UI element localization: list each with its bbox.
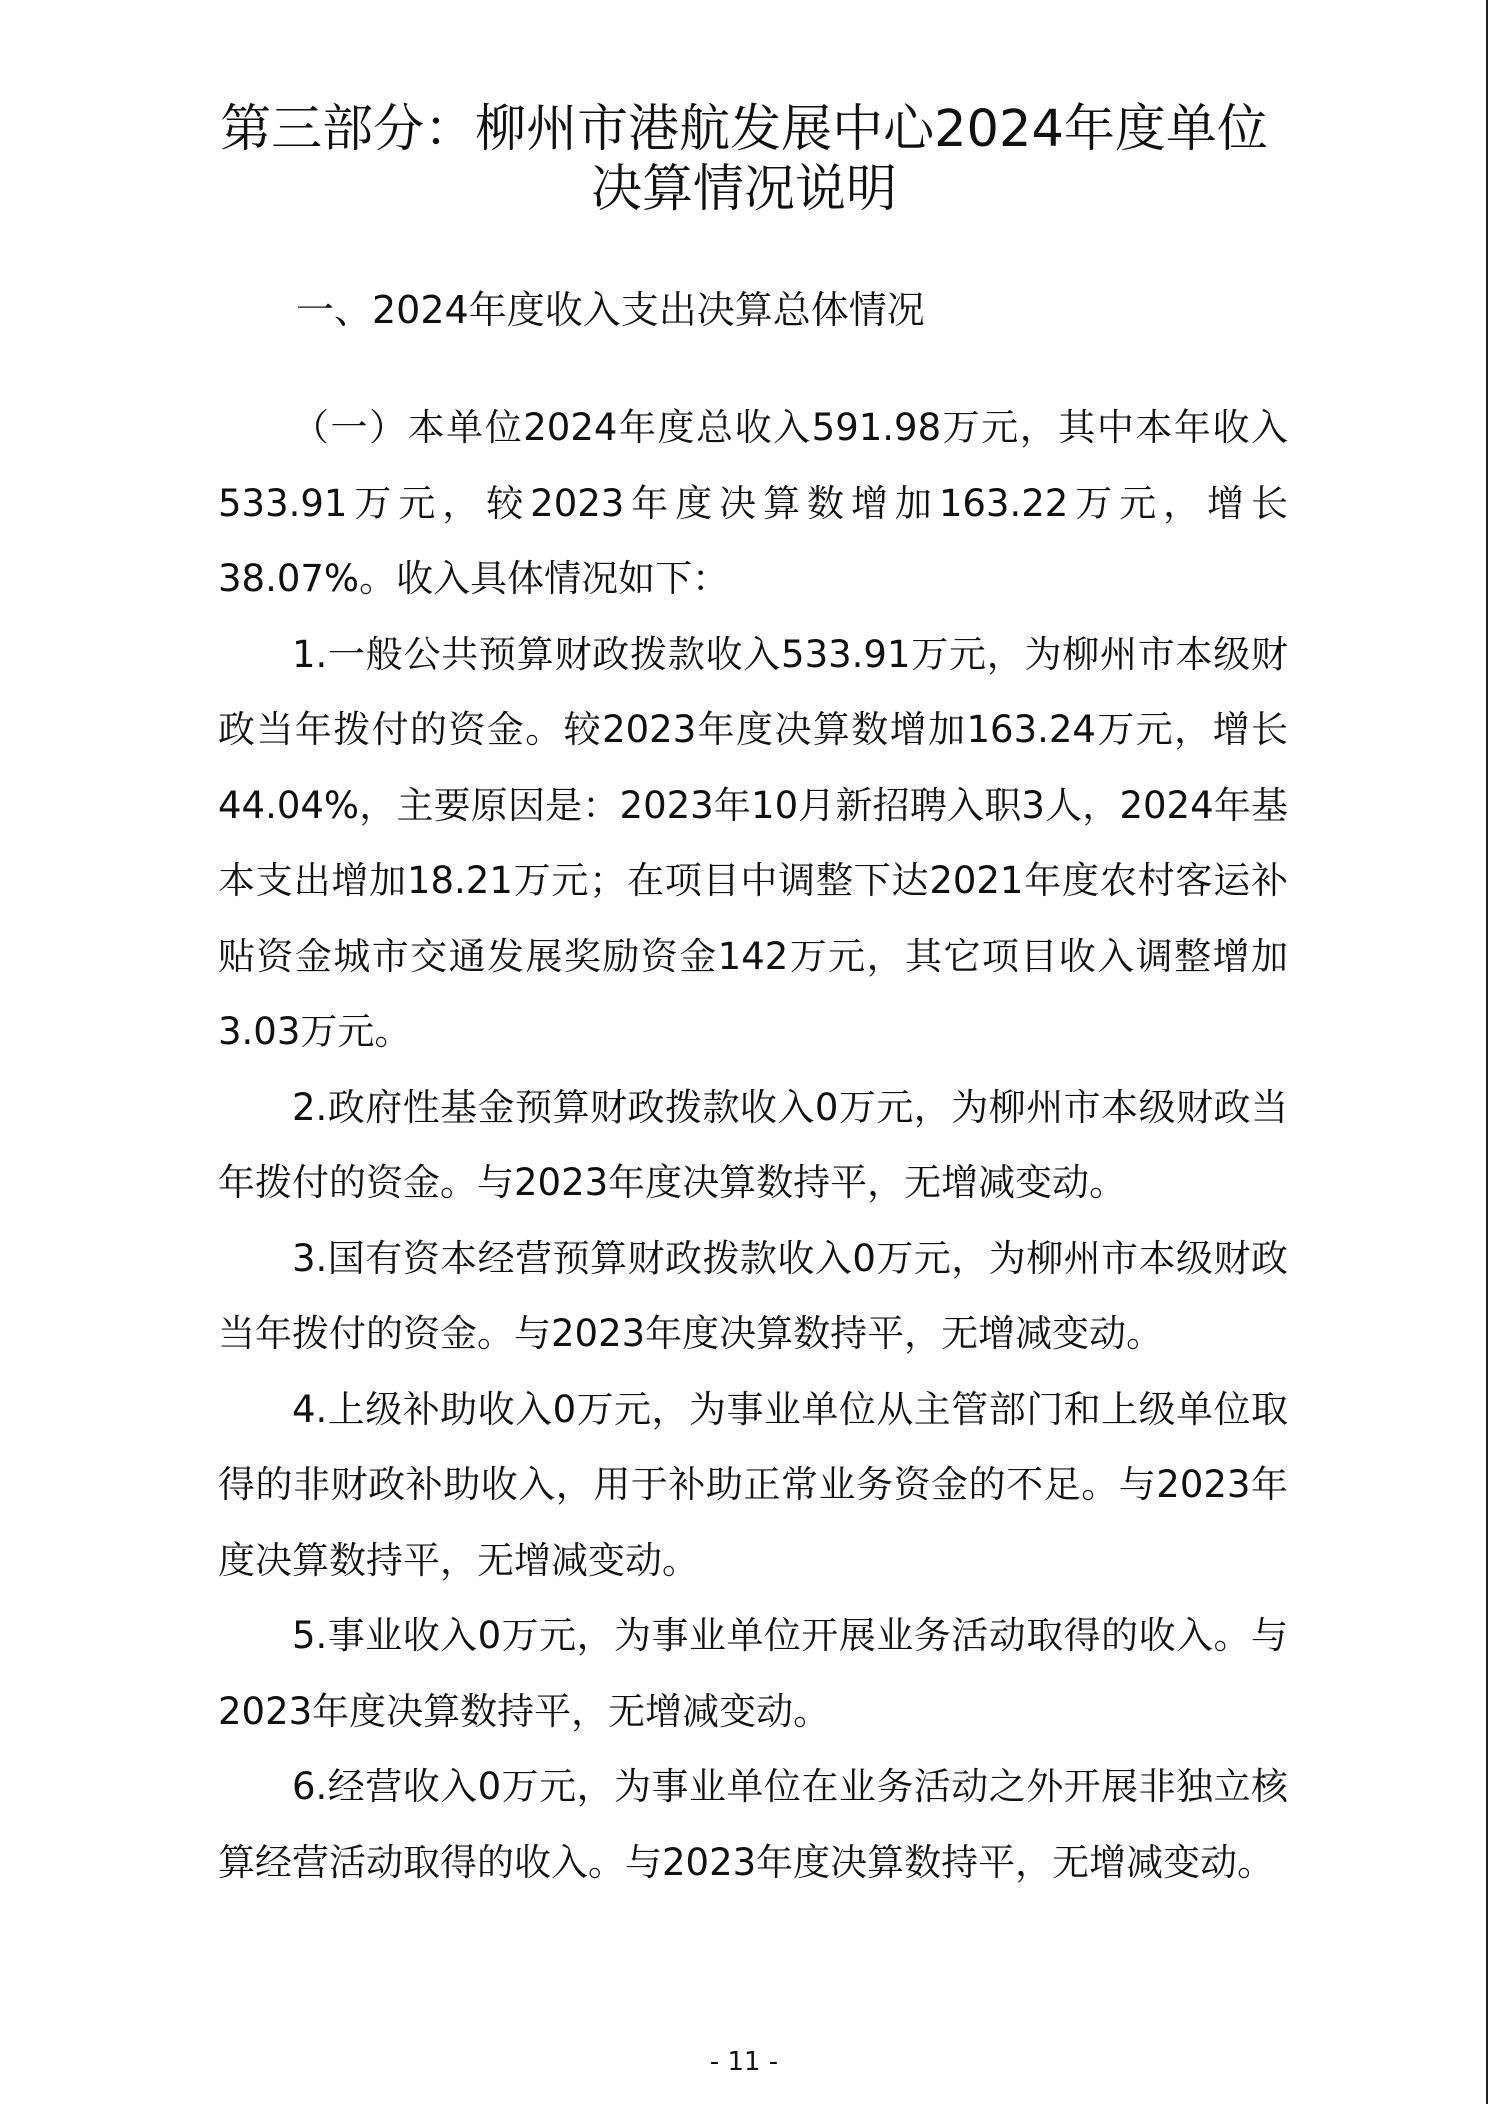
paragraph-total-income: （一）本单位2024年度总收入591.98万元，其中本年收入533.91万元，较2023年度决算数增加163.22万元，增长38.07%。收入具体情况如下： — [218, 406, 1288, 600]
body-text — [218, 390, 1288, 1900]
paragraph-general-budget-income: 1.一般公共预算财政拨款收入533.91万元，为柳州市本级财政当年拨付的资金。较2023年度决算数增加163.24万元，增长44.04%，主要原因是：2023年10月新招聘入职3人，2024年基本支出增加18.21万元；在项目中调整下达2021年度农村客运补贴资金城市交通发展奖励资金142万元，其它项目收入调整增加3.03万元。 — [218, 632, 1288, 1053]
page-number: - 11 - — [709, 2047, 779, 2077]
paragraph-business-income: 5.事业收入0万元，为事业单位开展业务活动取得的收入。与2023年度决算数持平，无增减变动。 — [218, 1614, 1288, 1733]
section-heading: 一、2024年度收入支出决算总体情况 — [296, 288, 925, 332]
paragraph-operating-income: 6.经营收入0万元，为事业单位在业务活动之外开展非独立核算经营活动取得的收入。与2023年度决算数持平，无增减变动。 — [218, 1765, 1288, 1884]
paragraph-state-capital-income: 3.国有资本经营预算财政拨款收入0万元，为柳州市本级财政当年拨付的资金。与2023年度决算数持平，无增减变动。 — [218, 1236, 1288, 1355]
page-title: 第三部分：柳州市港航发展中心2024年度单位决算情况说明 — [220, 100, 1268, 219]
paragraph-superior-subsidy-income: 4.上级补助收入0万元，为事业单位从主管部门和上级单位取得的非财政补助收入，用于补助正常业务资金的不足。与2023年度决算数持平，无增减变动。 — [218, 1387, 1288, 1582]
paragraph-government-fund-income: 2.政府性基金预算财政拨款收入0万元，为柳州市本级财政当年拨付的资金。与2023年度决算数持平，无增减变动。 — [218, 1085, 1288, 1204]
